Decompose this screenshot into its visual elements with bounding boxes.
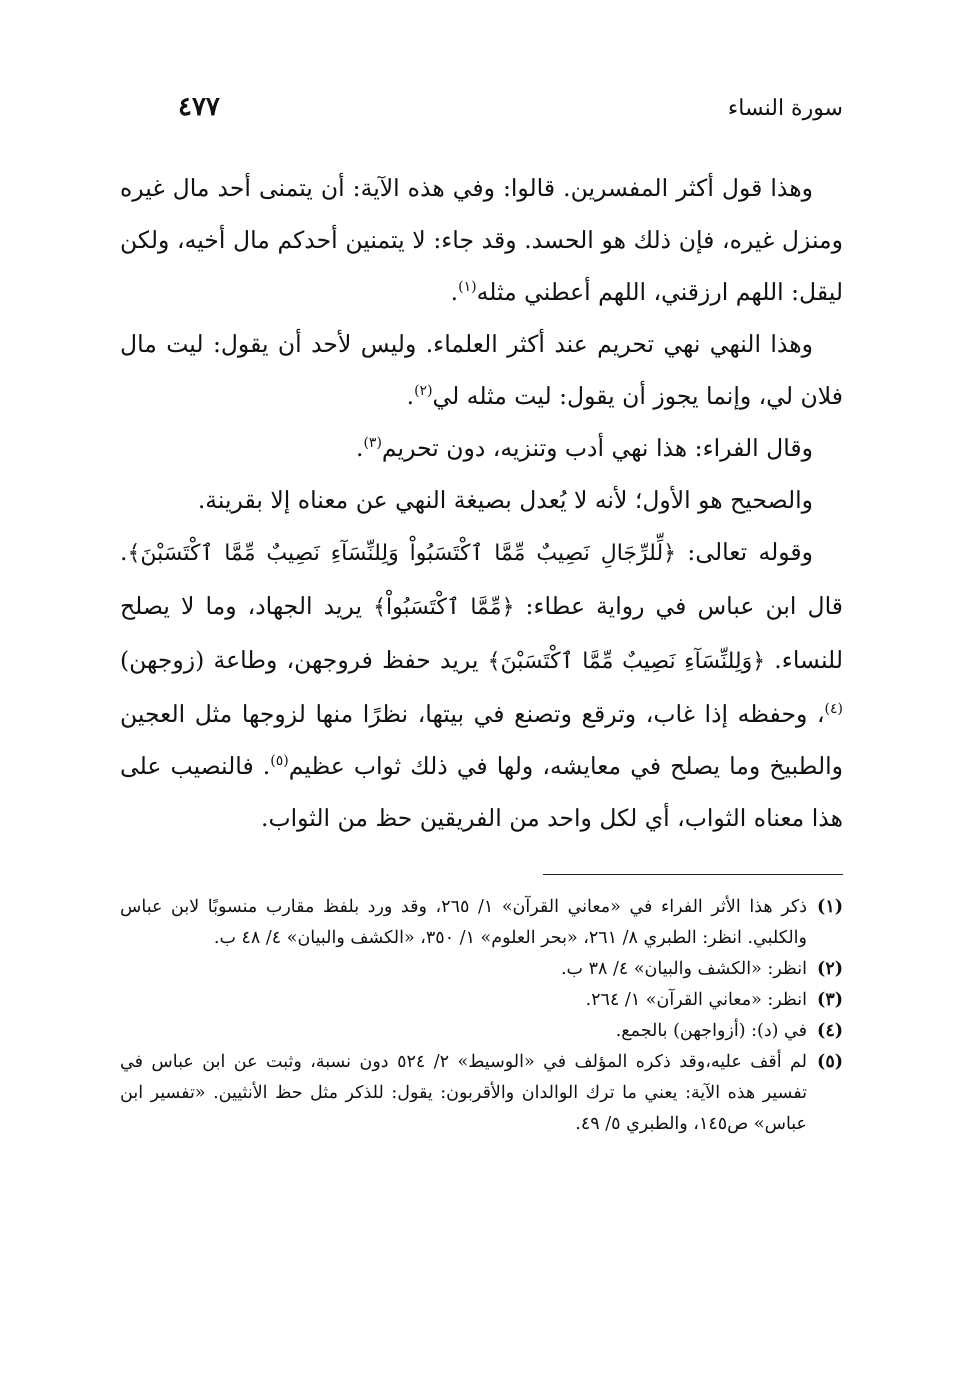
- paragraph-text: وهذا قول أكثر المفسرين. قالوا: وفي هذه الآية: أن يتمنى أحد مال غيره ومنزل غيره، فإن ذلك هو الحسد. وقد جاء: لا يتمنين أحدكم مال أخيه، ولكن ليقل: اللهم ارزقني، اللهم أعطني مثله: [120, 174, 843, 306]
- paragraph-text: وقوله تعالى:: [676, 538, 814, 566]
- footnote-text: لم أقف عليه،وقد ذكره المؤلف في «الوسيط» ٢/ ٥٢٤ دون نسبة، وثبت عن ابن عباس في تفسير هذه الآية: يعني ما ترك الوالدان والأقربون: يقول: للذكر مثل حظ الأنثيين. «تفسير ابن عباس» ص١٤٥، والطبري ٥/ ٤٩.: [120, 1052, 807, 1134]
- paragraph-text: وهذا النهي نهي تحريم عند أكثر العلماء. وليس لأحد أن يقول: ليت مال فلان لي، وإنما يجوز أن يقول: ليت مثله لي: [120, 330, 843, 410]
- paragraph-1: [120, 162, 843, 318]
- paragraph-text: . فالنصيب على هذا معناه الثواب، أي لكل واحد من الفريقين حظ من الثواب.: [120, 752, 843, 832]
- footnote-text: انظر: «معاني القرآن» ١/ ٢٦٤.: [585, 990, 807, 1010]
- footnote-ref-4: (٤): [824, 701, 843, 718]
- footnote-3: [120, 985, 843, 1016]
- paragraph-text: . قال ابن عباس في رواية عطاء:: [120, 538, 844, 620]
- footnote-divider: [543, 874, 843, 875]
- paragraph-text: ، وحفظه إذا غاب، وترقع وتصنع في بيتها، نظرًا منها لزوجها مثل العجين والطبيخ وما يصلح في معايشه، ولها في ذلك ثواب عظيم: [120, 700, 843, 780]
- footnote-number: (٤): [817, 1021, 843, 1041]
- quran-verse: ﴿وَلِلنِّسَآءِ نَصِيبٌ مِّمَّا ٱكْتَسَبْنَ﴾: [487, 649, 766, 674]
- footnote-2: [120, 954, 843, 985]
- footnote-number: (٥): [817, 1052, 843, 1072]
- paragraph-text: يريد الجهاد، وما لا يصلح للنساء.: [120, 592, 843, 674]
- paragraph-4: [120, 474, 843, 526]
- footnote-ref-5: (٥): [270, 753, 289, 770]
- paragraph-end: .: [355, 434, 364, 462]
- page-header: [120, 92, 843, 136]
- footnote-5: [120, 1047, 843, 1140]
- footnote-ref-2: (٢): [414, 383, 433, 400]
- paragraph-end: .: [406, 382, 415, 410]
- footnote-text: في (د): (أزواجهن) بالجمع.: [615, 1021, 807, 1041]
- footnote-number: (١): [817, 897, 843, 917]
- paragraph-3: [120, 422, 843, 474]
- quran-verse: ﴿مِّمَّا ٱكْتَسَبُواْ﴾: [373, 595, 515, 620]
- paragraph-end: .: [450, 278, 459, 306]
- paragraph-text: وقال الفراء: هذا نهي أدب وتنزيه، دون تحريم: [381, 434, 813, 462]
- footnote-1: [120, 892, 843, 954]
- footnote-text: انظر: «الكشف والبيان» ٤/ ٣٨ ب.: [560, 959, 807, 979]
- page-number: ٤٧٧: [178, 92, 220, 122]
- main-text: [120, 162, 843, 844]
- paragraph-text: والصحيح هو الأول؛ لأنه لا يُعدل بصيغة النهي عن معناه إلا بقرينة.: [197, 486, 813, 514]
- paragraph-5: [120, 526, 843, 844]
- footnote-4: [120, 1016, 843, 1047]
- footnote-ref-1: (١): [458, 279, 477, 296]
- running-title: سورة النساء: [727, 96, 843, 121]
- footnote-ref-3: (٣): [363, 435, 382, 452]
- footnote-number: (٢): [817, 959, 843, 979]
- paragraph-2: [120, 318, 843, 422]
- quran-verse: ﴿لِّلرِّجَالِ نَصِيبٌ مِّمَّا ٱكْتَسَبُواْ وَلِلنِّسَآءِ نَصِيبٌ مِّمَّا ٱكْتَسَبْنَ﴾: [127, 541, 677, 566]
- footnote-text: ذكر هذا الأثر الفراء في «معاني القرآن» ١/ ٢٦٥، وقد ورد بلفظ مقارب منسوبًا لابن عباس والكلبي. انظر: الطبري ٨/ ٢٦١، «بحر العلوم» ١/ ٣٥٠، «الكشف والبيان» ٤/ ٤٨ ب.: [120, 897, 807, 948]
- paragraph-text: يريد حفظ فروجهن، وطاعة (زوجهن): [120, 646, 488, 674]
- footnote-number: (٣): [817, 990, 843, 1010]
- footnotes: [120, 892, 843, 1140]
